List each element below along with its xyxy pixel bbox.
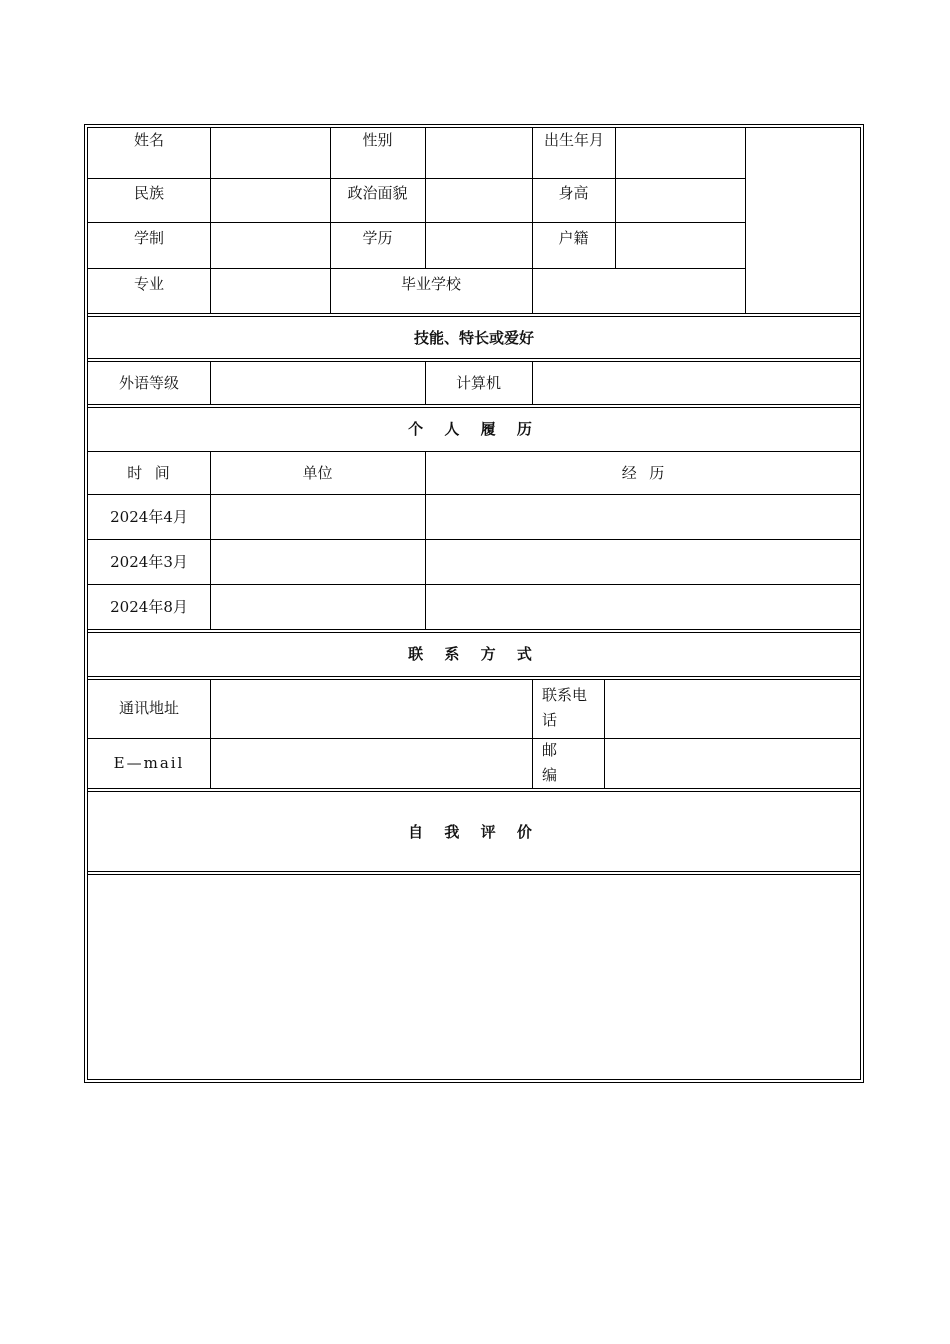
- section-title-self-evaluation-text: 自 我 评 价: [408, 823, 540, 841]
- col-line: [532, 362, 533, 404]
- section-line: [88, 874, 860, 875]
- label-hukou: 户籍: [558, 229, 589, 247]
- photo-col-line: [745, 127, 746, 314]
- row-line: [88, 222, 746, 223]
- col-line: [210, 127, 211, 314]
- row-line: [88, 539, 860, 540]
- label-name: 姓名: [133, 131, 164, 149]
- section-line: [88, 871, 860, 872]
- label-email: E—mail: [113, 754, 185, 772]
- col-header-time: [88, 461, 210, 485]
- row-line: [88, 451, 860, 452]
- col-line: [210, 680, 211, 788]
- section-line: [88, 629, 860, 630]
- row-line: [88, 584, 860, 585]
- section-line: [88, 361, 860, 362]
- section-line: [88, 407, 860, 408]
- col-line: [425, 127, 426, 268]
- section-line: [88, 316, 860, 317]
- self-evaluation-area[interactable]: [89, 876, 860, 1077]
- label-political: 政治面貌: [347, 184, 408, 202]
- resume-row-date: 2024年8月: [110, 598, 188, 616]
- label-phone: 联系电话: [542, 686, 588, 729]
- label-height: 身高: [558, 184, 589, 202]
- section-line: [88, 358, 860, 359]
- col-header-time-text: 时 间: [127, 464, 171, 482]
- section-title-contact: [88, 642, 860, 666]
- section-line: [88, 404, 860, 405]
- label-language: 外语等级: [118, 374, 179, 392]
- col-line: [210, 362, 211, 404]
- label-gender: 性别: [362, 131, 393, 149]
- col-header-unit: 单位: [302, 464, 333, 482]
- col-line: [532, 680, 533, 788]
- section-line: [88, 632, 860, 633]
- section-line: [88, 788, 860, 789]
- label-school: 毕业学校: [400, 275, 461, 293]
- section-line: [88, 676, 860, 677]
- section-title-contact-text: 联 系 方 式: [408, 645, 540, 663]
- col-header-experience-text: 经 历: [621, 464, 666, 482]
- section-line: [88, 791, 860, 792]
- row-line: [88, 494, 860, 495]
- row-line: [88, 178, 746, 179]
- resume-row-date: 2024年4月: [110, 508, 188, 526]
- row-line: [88, 738, 860, 739]
- col-line: [615, 127, 616, 268]
- col-header-experience: [425, 461, 862, 485]
- label-education: 学历: [362, 229, 393, 247]
- section-title-self-evaluation: [88, 820, 860, 844]
- col-line: [532, 127, 533, 314]
- col-line: [604, 680, 605, 788]
- label-ethnicity: 民族: [133, 184, 164, 202]
- label-postcode: 邮编: [542, 741, 558, 784]
- label-address: 通讯地址: [118, 699, 179, 717]
- label-computer: 计算机: [455, 374, 501, 392]
- section-line: [88, 679, 860, 680]
- label-birth: 出生年月: [543, 131, 604, 149]
- row-line: [88, 268, 746, 269]
- section-title-resume: [88, 417, 860, 441]
- label-schooling: 学制: [133, 229, 164, 247]
- section-title-resume-text: 个 人 履 历: [408, 420, 540, 438]
- section-title-skills: 技能、特长或爱好: [413, 329, 534, 347]
- label-major: 专业: [133, 275, 164, 293]
- resume-row-date: 2024年3月: [110, 553, 188, 571]
